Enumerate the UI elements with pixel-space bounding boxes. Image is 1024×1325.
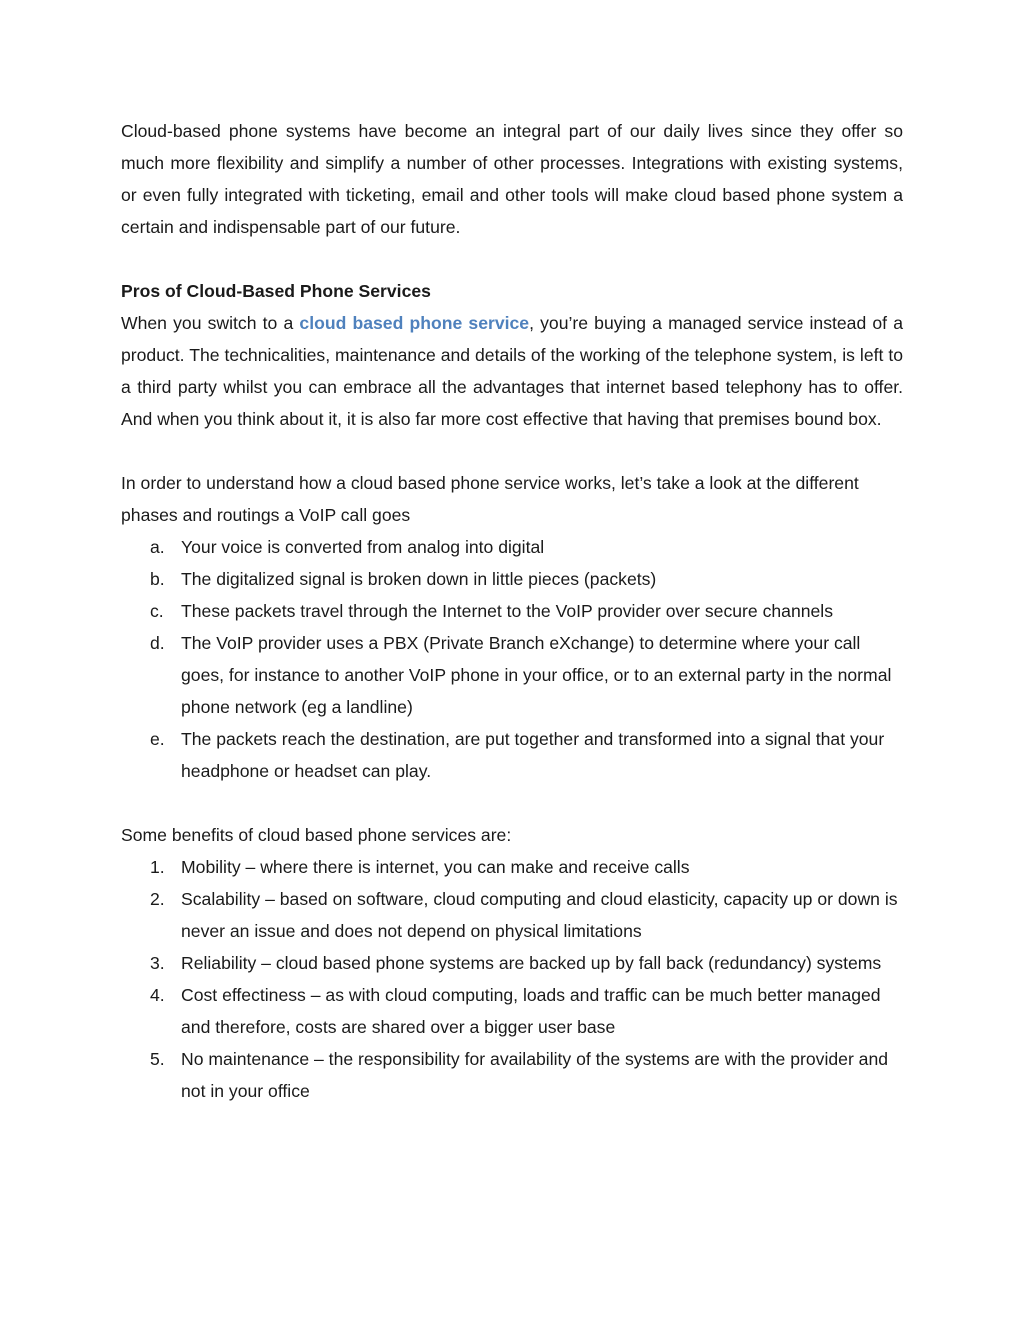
list-marker: e. xyxy=(150,729,165,749)
list-item xyxy=(121,723,903,787)
pros-text-before-link: When you switch to a xyxy=(121,313,300,333)
list-marker: b. xyxy=(150,569,165,589)
paragraph-spacer xyxy=(121,435,903,467)
list-marker: 1. xyxy=(150,857,165,877)
list-marker: d. xyxy=(150,633,165,653)
list-item xyxy=(121,627,903,723)
paragraph-spacer xyxy=(121,787,903,819)
pros-paragraph xyxy=(121,307,903,435)
pros-heading: Pros of Cloud-Based Phone Services xyxy=(121,281,431,301)
list-marker: 5. xyxy=(150,1049,165,1069)
list-item-text: Your voice is converted from analog into digital xyxy=(181,537,545,557)
cloud-phone-service-link[interactable]: cloud based phone service xyxy=(299,313,530,333)
list-marker: c. xyxy=(150,601,164,621)
list-item-text: Scalability – based on software, cloud computing and cloud elasticity, capacity up or down is never an issue and does not depend on physical limitations xyxy=(181,889,898,941)
list-item xyxy=(121,531,903,563)
phases-intro: In order to understand how a cloud based phone service works, let’s take a look at the different phases and routings a VoIP call goes xyxy=(121,473,859,525)
list-item-text: The packets reach the destination, are put together and transformed into a signal that your headphone or headset can play. xyxy=(181,729,885,781)
list-item-text: No maintenance – the responsibility for availability of the systems are with the provider and not in your office xyxy=(181,1049,889,1101)
list-item-text: The VoIP provider uses a PBX (Private Branch eXchange) to determine where your call goes, for instance to another VoIP phone in your office, or to an external party in the normal phone network (eg a landline) xyxy=(181,633,892,717)
document-page xyxy=(121,115,903,1107)
list-item xyxy=(121,883,903,947)
phases-list xyxy=(121,531,903,787)
list-item-text: Cost effectiness – as with cloud computing, loads and traffic can be much better managed and therefore, costs are shared over a bigger user base xyxy=(181,985,881,1037)
list-item xyxy=(121,979,903,1043)
list-item-text: Reliability – cloud based phone systems are backed up by fall back (redundancy) systems xyxy=(181,953,882,973)
benefits-list xyxy=(121,851,903,1107)
list-marker: a. xyxy=(150,537,165,557)
list-marker: 4. xyxy=(150,985,165,1005)
list-item-text: Mobility – where there is internet, you can make and receive calls xyxy=(181,857,690,877)
list-item xyxy=(121,851,903,883)
list-marker: 3. xyxy=(150,953,165,973)
list-item xyxy=(121,1043,903,1107)
paragraph-spacer xyxy=(121,243,903,275)
list-item-text: The digitalized signal is broken down in little pieces (packets) xyxy=(181,569,657,589)
intro-paragraph: Cloud-based phone systems have become an integral part of our daily lives since they offer so much more flexibility and simplify a number of other processes. Integrations with existing systems, or even fully integrated with ticketing, email and other tools will make cloud based phone system a certain and indispensable part of our future. xyxy=(121,121,903,237)
list-item xyxy=(121,947,903,979)
pros-text-after-link: , you’re buying a managed service instead of a product. The technicalities, maintenance and details of the working of the telephone system, is left to a third party whilst you can embrace all the advantages that internet based telephony has to offer. And when you think about it, it is also far more cost effective that having that premises bound box. xyxy=(121,313,904,429)
list-item xyxy=(121,595,903,627)
benefits-intro: Some benefits of cloud based phone services are: xyxy=(121,825,512,845)
list-marker: 2. xyxy=(150,889,165,909)
list-item-text: These packets travel through the Internet to the VoIP provider over secure channels xyxy=(181,601,834,621)
list-item xyxy=(121,563,903,595)
